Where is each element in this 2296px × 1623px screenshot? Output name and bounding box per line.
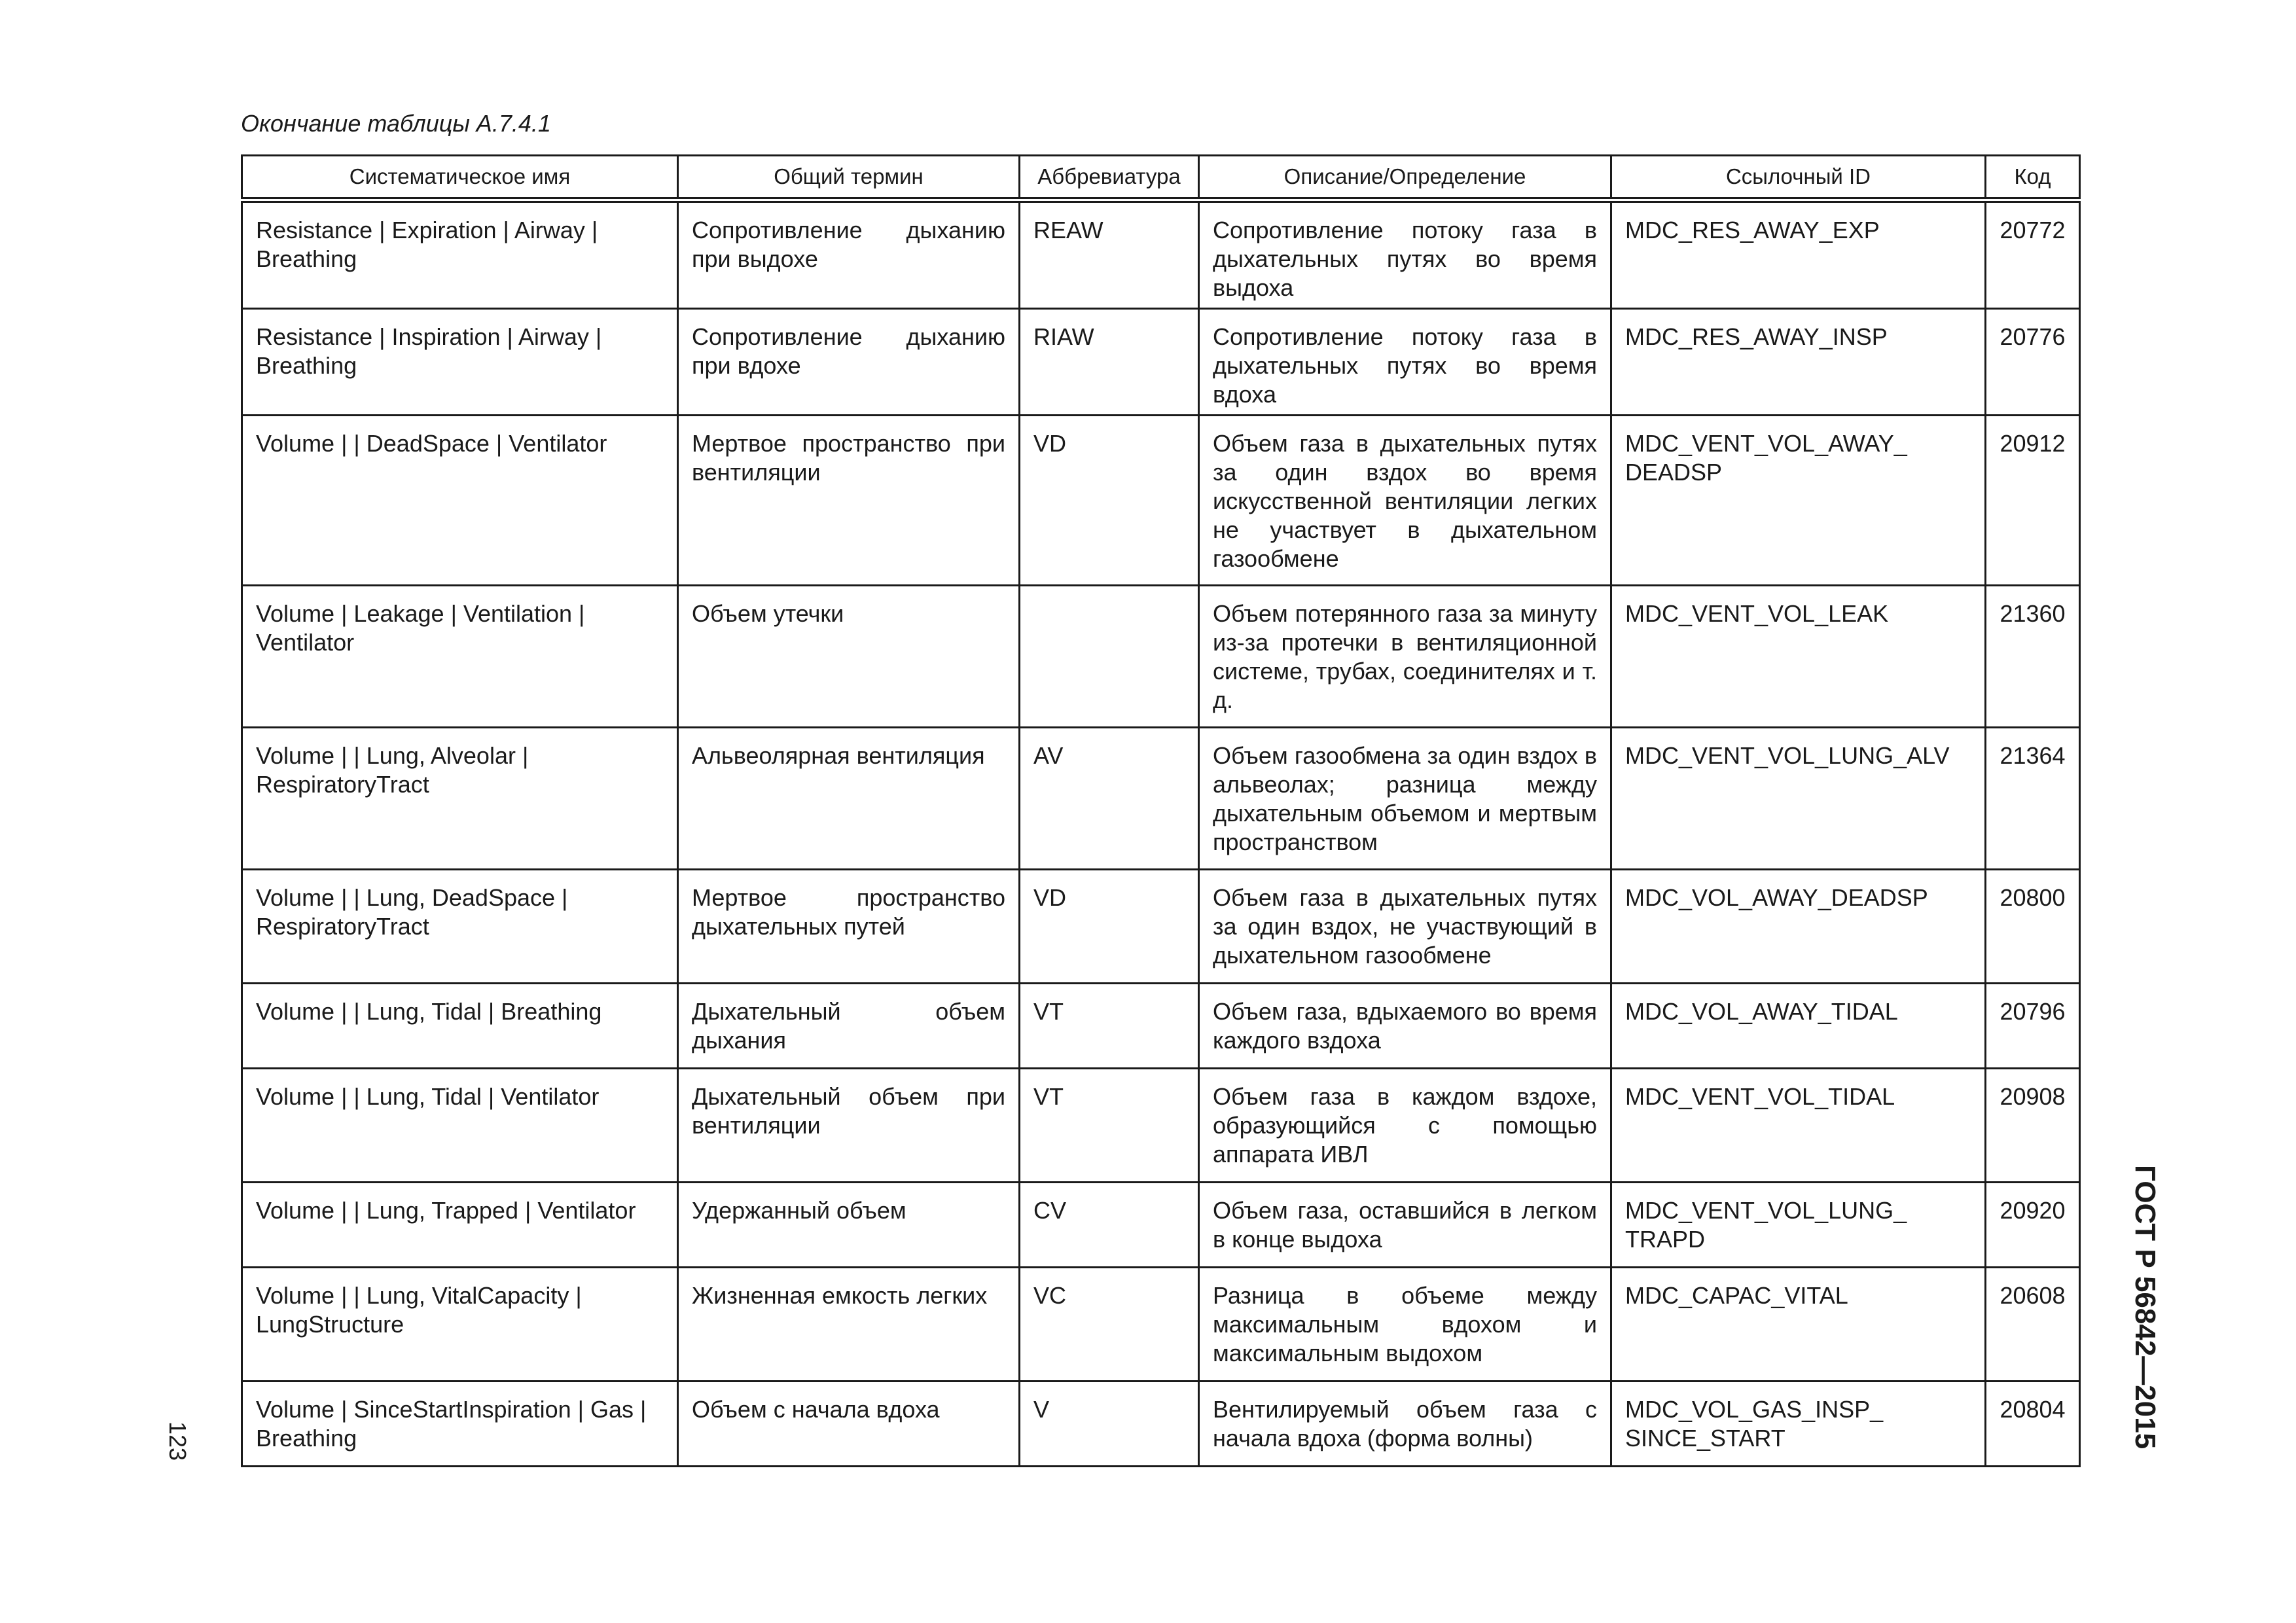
- cell-reference-id: MDC_VENT_VOL_AWAY_ DEADSP: [1611, 416, 1986, 586]
- cell-common-term: Сопротивление дыханию при выдохе: [678, 200, 1020, 309]
- cell-systematic-name: Volume | | DeadSpace | Ventilator: [242, 416, 678, 586]
- table-row: [242, 586, 2080, 728]
- cell-systematic-name: Volume | Leakage | Ventilation | Ventilator: [242, 586, 678, 728]
- cell-systematic-name: Volume | SinceStartInspiration | Gas | Breathing: [242, 1382, 678, 1467]
- cell-common-term: Дыхательный объем при вентиляции: [678, 1069, 1020, 1183]
- table-row: [242, 728, 2080, 870]
- cell-description: Объем газа, оставшийся в легком в конце выдоха: [1199, 1183, 1611, 1268]
- cell-reference-id: MDC_VENT_VOL_TIDAL: [1611, 1069, 1986, 1183]
- cell-description: Объем потерянного газа за минуту из-за протечки в вентиляционной системе, трубах, соединителях и т. д.: [1199, 586, 1611, 728]
- cell-code: 20796: [1986, 984, 2080, 1069]
- cell-common-term: Сопротивление дыханию при вдохе: [678, 309, 1020, 416]
- cell-reference-id: MDC_VENT_VOL_LEAK: [1611, 586, 1986, 728]
- page-number: 123: [164, 1421, 191, 1461]
- cell-common-term: Мертвое пространство при вентиляции: [678, 416, 1020, 586]
- cell-systematic-name: Volume | | Lung, VitalCapacity | LungStructure: [242, 1268, 678, 1382]
- cell-common-term: Объем с начала вдоха: [678, 1382, 1020, 1467]
- cell-reference-id: MDC_RES_AWAY_EXP: [1611, 200, 1986, 309]
- cell-systematic-name: Volume | | Lung, Alveolar | RespiratoryTract: [242, 728, 678, 870]
- cell-abbreviation: V: [1020, 1382, 1199, 1467]
- table-row: [242, 416, 2080, 586]
- table-row: [242, 1382, 2080, 1467]
- cell-abbreviation: VD: [1020, 416, 1199, 586]
- cell-reference-id: MDC_VOL_AWAY_TIDAL: [1611, 984, 1986, 1069]
- header-reference-id: Ссылочный ID: [1611, 156, 1986, 200]
- cell-common-term: Жизненная емкость легких: [678, 1268, 1020, 1382]
- cell-code: 20908: [1986, 1069, 2080, 1183]
- table-header-row: [242, 156, 2080, 200]
- cell-reference-id: MDC_CAPAC_VITAL: [1611, 1268, 1986, 1382]
- cell-systematic-name: Volume | | Lung, Trapped | Ventilator: [242, 1183, 678, 1268]
- cell-systematic-name: Volume | | Lung, Tidal | Ventilator: [242, 1069, 678, 1183]
- cell-common-term: Мертвое пространство дыхательных путей: [678, 870, 1020, 984]
- table-row: [242, 1268, 2080, 1382]
- cell-code: 20912: [1986, 416, 2080, 586]
- cell-abbreviation: AV: [1020, 728, 1199, 870]
- cell-reference-id: MDC_VOL_AWAY_DEADSP: [1611, 870, 1986, 984]
- cell-code: 20772: [1986, 200, 2080, 309]
- header-abbreviation: Аббревиатура: [1020, 156, 1199, 200]
- cell-abbreviation: VT: [1020, 1069, 1199, 1183]
- cell-abbreviation: RIAW: [1020, 309, 1199, 416]
- cell-abbreviation: VD: [1020, 870, 1199, 984]
- cell-systematic-name: Volume | | Lung, Tidal | Breathing: [242, 984, 678, 1069]
- cell-description: Объем газа в каждом вздохе, образующийся с помощью аппарата ИВЛ: [1199, 1069, 1611, 1183]
- cell-systematic-name: Volume | | Lung, DeadSpace | RespiratoryTract: [242, 870, 678, 984]
- table-row: [242, 870, 2080, 984]
- cell-code: 20800: [1986, 870, 2080, 984]
- header-common-term: Общий термин: [678, 156, 1020, 200]
- cell-description: Объем газа в дыхательных путях за один вздох, не участвующий в дыхательном газообмене: [1199, 870, 1611, 984]
- cell-description: Сопротивление потоку газа в дыхательных путях во время вдоха: [1199, 309, 1611, 416]
- cell-code: 20804: [1986, 1382, 2080, 1467]
- cell-reference-id: MDC_VENT_VOL_LUNG_ TRAPD: [1611, 1183, 1986, 1268]
- header-code: Код: [1986, 156, 2080, 200]
- cell-description: Объем газа, вдыхаемого во время каждого вздоха: [1199, 984, 1611, 1069]
- table-row: [242, 1183, 2080, 1268]
- cell-abbreviation: [1020, 586, 1199, 728]
- cell-code: 20776: [1986, 309, 2080, 416]
- cell-abbreviation: REAW: [1020, 200, 1199, 309]
- cell-systematic-name: Resistance | Inspiration | Airway | Breathing: [242, 309, 678, 416]
- cell-common-term: Объем утечки: [678, 586, 1020, 728]
- cell-abbreviation: VT: [1020, 984, 1199, 1069]
- cell-description: Объем газообмена за один вздох в альвеолах; разница между дыхательным объемом и мертвым пространством: [1199, 728, 1611, 870]
- cell-code: 21364: [1986, 728, 2080, 870]
- cell-reference-id: MDC_VENT_VOL_LUNG_ALV: [1611, 728, 1986, 870]
- cell-description: Вентилируемый объем газа с начала вдоха (форма волны): [1199, 1382, 1611, 1467]
- table-row: [242, 200, 2080, 309]
- table-row: [242, 309, 2080, 416]
- cell-common-term: Альвеолярная вентиляция: [678, 728, 1020, 870]
- cell-reference-id: MDC_RES_AWAY_INSP: [1611, 309, 1986, 416]
- cell-code: 20608: [1986, 1268, 2080, 1382]
- table-row: [242, 1069, 2080, 1183]
- cell-description: Разница в объеме между максимальным вдохом и максимальным выдохом: [1199, 1268, 1611, 1382]
- header-systematic-name: Систематическое имя: [242, 156, 678, 200]
- table-caption: Окончание таблицы А.7.4.1: [241, 110, 551, 137]
- cell-abbreviation: VC: [1020, 1268, 1199, 1382]
- cell-abbreviation: CV: [1020, 1183, 1199, 1268]
- cell-code: 20920: [1986, 1183, 2080, 1268]
- cell-code: 21360: [1986, 586, 2080, 728]
- terms-table: [241, 154, 2081, 1467]
- cell-systematic-name: Resistance | Expiration | Airway | Breathing: [242, 200, 678, 309]
- document-standard-id: ГОСТ Р 56842—2015: [2129, 1165, 2161, 1450]
- cell-description: Сопротивление потоку газа в дыхательных путях во время выдоха: [1199, 200, 1611, 309]
- cell-reference-id: MDC_VOL_GAS_INSP_ SINCE_START: [1611, 1382, 1986, 1467]
- cell-common-term: Удержанный объем: [678, 1183, 1020, 1268]
- cell-description: Объем газа в дыхательных путях за один вздох во время искусственной вентиляции легких не участвует в дыхательном газообмене: [1199, 416, 1611, 586]
- table-row: [242, 984, 2080, 1069]
- cell-common-term: Дыхательный объем дыхания: [678, 984, 1020, 1069]
- header-description: Описание/Определение: [1199, 156, 1611, 200]
